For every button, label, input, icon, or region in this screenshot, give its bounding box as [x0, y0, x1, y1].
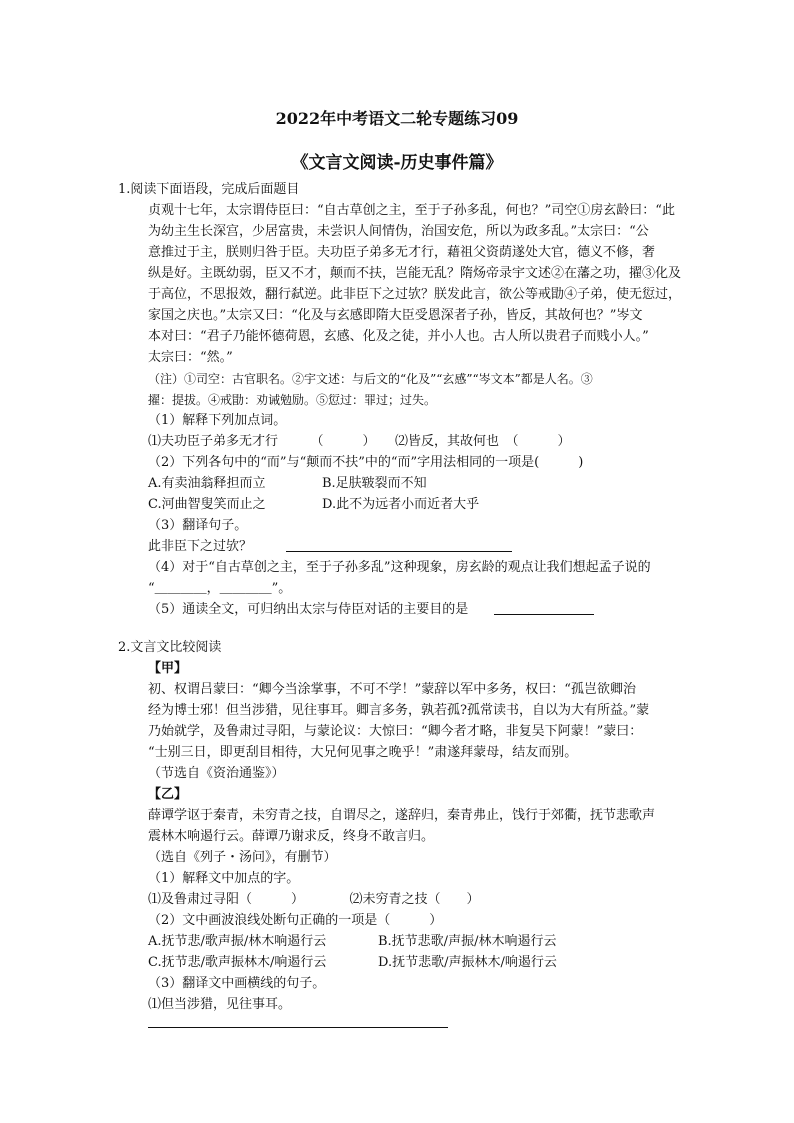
q2-jia-line: 初、权谓吕蒙曰：“卿今当涂掌事，不可不学！”蒙辞以军中多务，权曰：“孤岂欲卿治: [148, 682, 636, 697]
q1-option-a: A.有卖油翁释担而立: [148, 476, 266, 491]
q1-sub3: （3）翻译句子。: [148, 518, 248, 533]
q1-option-b: B.足肤皲裂而不知: [322, 476, 427, 491]
q2-sub3-item: ⑴但当涉猎，见往事耳。: [148, 997, 292, 1012]
answer-line[interactable]: [494, 614, 594, 615]
q2-heading: 2.文言文比较阅读: [118, 640, 222, 655]
q1-passage-line: 意推过于主，朕则归咎于臣。夫功臣子弟多无才行，藉祖父资荫遂处大官，德义不修，奢: [148, 245, 656, 260]
q1-sub5: （5）通读全文，可归纳出太宗与侍臣对话的主要目的是: [148, 602, 469, 617]
q2-option-c: C.抚节悲/歌声振林木/响遏行云: [148, 955, 327, 970]
q2-sub1: （1）解释文中加点的字。: [148, 871, 300, 886]
q1-passage-line: 贞观十七年，太宗谓侍臣曰：“自古草创之主，至于子孙多乱，何也？”司空①房玄龄曰：“此: [148, 203, 675, 218]
q2-sub3: （3）翻译文中画横线的句子。: [148, 976, 326, 991]
q1-note: （注）①司空：古官职名。②宇文述：与后文的“化及”“玄感”“岑文本”都是人名。③: [148, 372, 593, 386]
q1-option-d: D.此不为远者小而近者大乎: [322, 497, 480, 512]
q2-jia-line: 经为博士邪！但当涉猎，见往事耳。卿言多务，孰若孤?孤常读书，自以为大有所益。”蒙: [148, 703, 650, 718]
q2-jia-source: （节选自《资治通鉴》）: [148, 766, 285, 781]
q2-yi-line: 薛谭学讴于秦青，未穷青之技，自谓尽之，遂辞归，秦青弗止，饯行于郊衢，抚节悲歌声: [148, 808, 656, 823]
q1-sub1-items: ⑴夫功臣子弟多无才行 （ ） ⑵皆反，其故何也 （ ）: [148, 434, 571, 449]
q2-sub1-items: ⑴及鲁肃过寻阳（ ） ⑵未穷青之技（ ）: [148, 892, 480, 907]
q1-passage-line: 家国之庆也。”太宗又曰：“化及与玄感即隋大臣受恩深者子孙，皆反，其故何也？”岑文: [148, 308, 643, 323]
page-title: 2022年中考语文二轮专题练习09: [275, 109, 519, 128]
q1-sub4: （4）对于“自古草创之主，至于子孙多乱”这种现象，房玄龄的观点让我们想起孟子说的: [148, 560, 651, 575]
answer-line[interactable]: [148, 1027, 448, 1028]
q1-passage-line: 为幼主生长深宫，少居富贵，未尝识人间情伪，治国安危，所以为政多乱。”太宗曰：“公: [148, 224, 649, 239]
q2-option-d: D.抚节悲歌/声振林木/响遏行云: [378, 955, 557, 970]
q2-yi-label: 【乙】: [148, 787, 188, 802]
q2-jia-line: “士别三日，即更刮目相待，大兄何见事之晚乎！”肃遂拜蒙母，结友而别。: [148, 745, 578, 760]
q1-sub3-item: 此非臣下之过欤？: [148, 539, 253, 554]
q1-passage-line: 纵是好。主既幼弱，臣又不才，颠而不扶，岂能无乱？隋炀帝录宇文述②在藩之功，擢③化及: [148, 266, 682, 281]
q1-passage-line: 本对曰：“君子乃能怀德荷恩，玄感、化及之徒，并小人也。古人所以贵君子而贱小人。”: [148, 329, 649, 344]
page-subtitle: 《文言文阅读-历史事件篇》: [291, 153, 503, 173]
q1-heading: 1.阅读下面语段，完成后面题目: [118, 182, 300, 197]
q2-yi-source: （选自《列子・汤问》，有删节）: [148, 850, 337, 865]
q1-passage-line: 太宗曰：“然。”: [148, 350, 233, 365]
q2-option-b: B.抚节悲歌/声振/林木响遏行云: [378, 934, 557, 949]
q2-jia-label: 【甲】: [148, 661, 188, 676]
q1-sub1: （1）解释下列加点词。: [148, 413, 287, 428]
q1-option-c: C.河曲智叟笑而止之: [148, 497, 266, 512]
q1-sub2: （2）下列各句中的“而”与“颠而不扶”中的“而”字用法相同的一项是( ): [148, 455, 584, 470]
q2-jia-line: 乃始就学，及鲁肃过寻阳，与蒙论议：大惊曰：“卿今者才略，非复吴下阿蒙！”蒙曰：: [148, 724, 643, 739]
q1-sub4-blank: “＿＿＿＿，＿＿＿＿”。: [148, 581, 292, 596]
q2-yi-line: 震林木响遏行云。薛谭乃谢求反，终身不敢言归。: [148, 829, 435, 844]
q1-note: 擢：提拔。④戒勖：劝诫勉励。⑤愆过：罪过；过失。: [148, 393, 437, 407]
q2-sub2: （2）文中画波浪线处断句正确的一项是（ ）: [148, 913, 443, 928]
answer-line[interactable]: [286, 551, 512, 552]
q2-option-a: A.抚节悲/歌声振/林木响遏行云: [148, 934, 327, 949]
q1-passage-line: 于高位，不思报效，翻行弑逆。此非臣下之过欤？朕发此言，欲公等戒勖④子弟，使无愆过，: [148, 287, 682, 302]
